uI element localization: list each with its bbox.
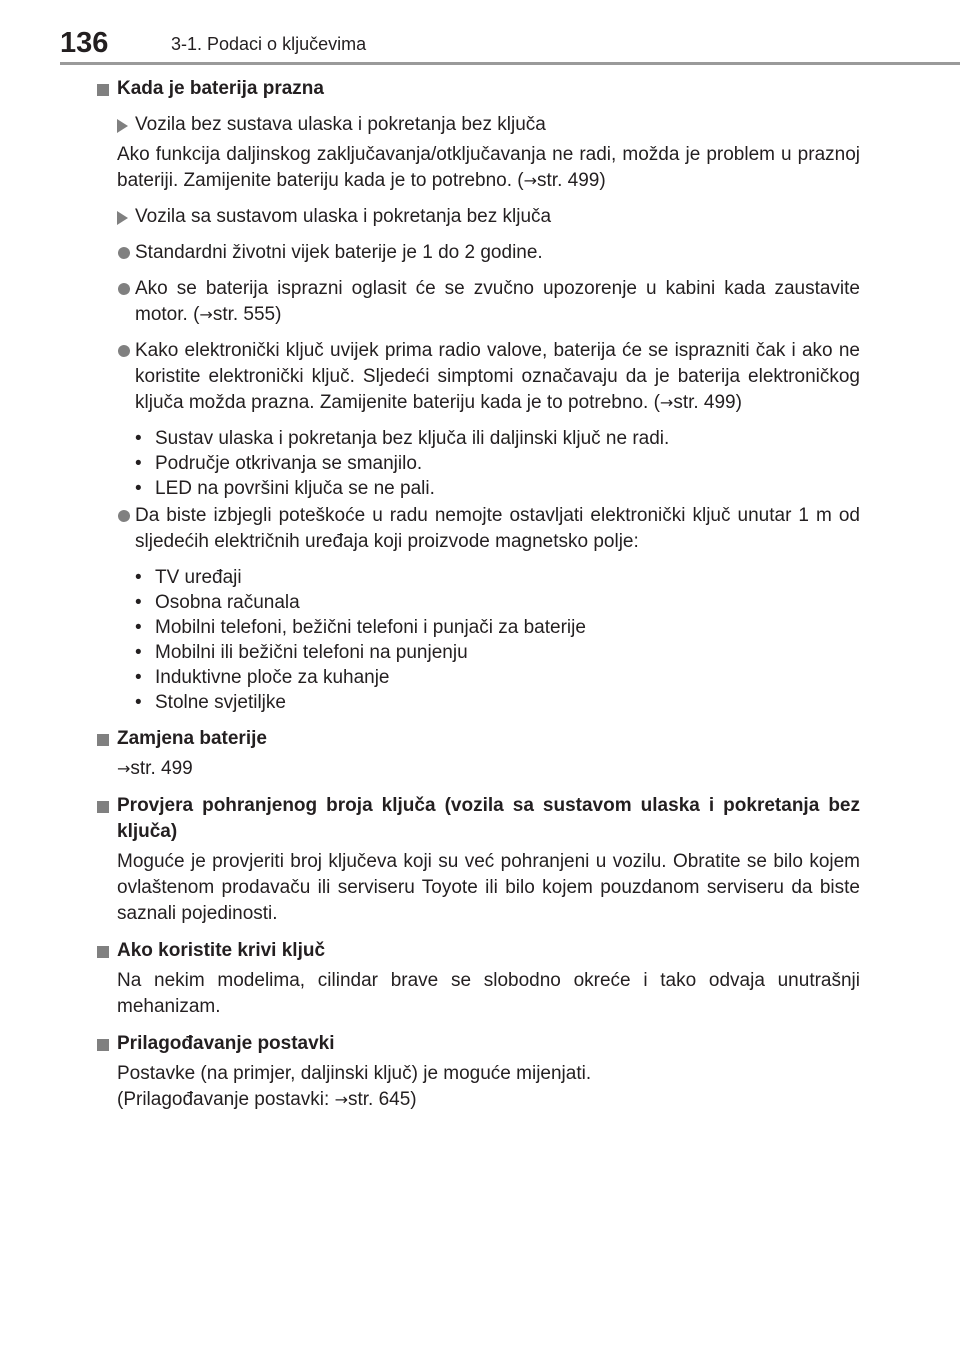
page-reference[interactable]: str. 555) [212,304,282,325]
section-title: Kada je baterija prazna [117,78,324,99]
section-title: Zamjena baterije [117,728,267,749]
list-item: • Sustav ulaska i pokretanja bez ključa ili daljinski ključ ne radi. [135,426,860,451]
device-list [95,565,860,715]
section-heading-battery-replacement [95,726,860,752]
list-item: • Osobna računala [135,590,860,615]
bullet-magnetic-devices: Da biste izbjegli poteškoće u radu nemojte ostavljati elektronički ključ unutar 1 m od sljedećih električnih uređaja koji proizvode magnetsko polje: [95,503,860,555]
circle-bullet-icon [118,283,130,295]
reference-line [95,756,860,782]
square-bullet-icon [97,84,109,96]
list-item: • TV uređaji [135,565,860,590]
triangle-bullet-icon [117,119,128,133]
circle-bullet-icon [118,510,130,522]
bullet-battery-life: Standardni životni vijek baterije je 1 do 2 godine. [95,240,860,266]
square-bullet-icon [97,1039,109,1051]
symptom-list [95,426,860,501]
page-content [95,76,860,1113]
list-item: • Mobilni telefoni, bežični telefoni i punjači za baterije [135,615,860,640]
page-reference[interactable]: str. 645) [347,1089,417,1110]
paragraph-remote-battery: Ako funkcija daljinskog zaključavanja/otključavanja ne radi, možda je problem u praznoj bateriji. Zamijenite bateriju kada je to potrebno. (→str. 499) [117,144,860,191]
circle-bullet-icon [118,345,130,357]
paragraph-wrong-key: Na nekim modelima, cilindar brave se slobodno okreće i tako odvaja unutrašnji mehanizam. [117,970,860,1017]
arrow-icon: → [334,1090,348,1109]
bullet-radio-waves: Kako elektronički ključ uvijek prima radio valove, baterija će se isprazniti čak i ako ne koristite elektronički ključ. Sljedeći simptomi označavaju da je baterija elektroničkog ključa možda prazna. Zamijenite bateriju kada je to potrebno. (→str. 499) [95,338,860,416]
arrow-icon: → [199,305,213,324]
section-heading-key-count [95,793,860,845]
section-heading-dead-battery [95,76,860,102]
paragraph-customization: Postavke (na primjer, daljinski ključ) je moguće mijenjati. (Prilagođavanje postavki: →str. 645) [117,1063,592,1110]
list-item: • Stolne svjetiljke [135,690,860,715]
square-bullet-icon [97,801,109,813]
subheading-smart-key [95,204,860,230]
page-number: 136 [60,27,109,59]
page-header [60,22,960,62]
triangle-bullet-icon [117,211,128,225]
section-title: Prilagođavanje postavki [117,1033,335,1054]
arrow-icon: → [117,759,131,778]
arrow-icon: → [523,171,538,190]
list-item: • LED na površini ključa se ne pali. [135,476,860,501]
square-bullet-icon [97,734,109,746]
page-reference[interactable]: str. 499 [130,758,193,779]
arrow-icon: → [659,393,674,412]
list-item: • Područje otkrivanja se smanjilo. [135,451,860,476]
list-item: • Induktivne ploče za kuhanje [135,665,860,690]
bullet-buzzer-warning: Ako se baterija isprazni oglasit će se zvučno upozorenje u kabini kada zaustavite motor. (→str. 555) [95,276,860,328]
subheading-no-smart-key [95,112,860,138]
subheading-text: Vozila bez sustava ulaska i pokretanja bez ključa [135,114,546,135]
circle-bullet-icon [118,247,130,259]
square-bullet-icon [97,946,109,958]
page-reference[interactable]: str. 499) [673,392,742,413]
section-heading-customization [95,1031,860,1057]
section-title: Ako koristite krivi ključ [117,940,326,961]
header-rule [60,62,960,65]
list-item: • Mobilni ili bežični telefoni na punjenju [135,640,860,665]
section-heading-wrong-key [95,938,860,964]
paragraph-key-count: Moguće je provjeriti broj ključeva koji su već pohranjeni u vozilu. Obratite se bilo kojem ovlaštenom prodavaču ili serviseru Toyote ili bilo kojem pouzdanom serviseru da biste saznali pojedinosti. [117,851,860,924]
section-title: Provjera pohranjenog broja ključa (vozila sa sustavom ulaska i pokretanja bez ključa) [117,795,860,842]
subheading-text: Vozila sa sustavom ulaska i pokretanja bez ključa [135,206,552,227]
page-reference[interactable]: str. 499) [537,170,606,191]
chapter-title: 3-1. Podaci o ključevima [171,34,367,54]
